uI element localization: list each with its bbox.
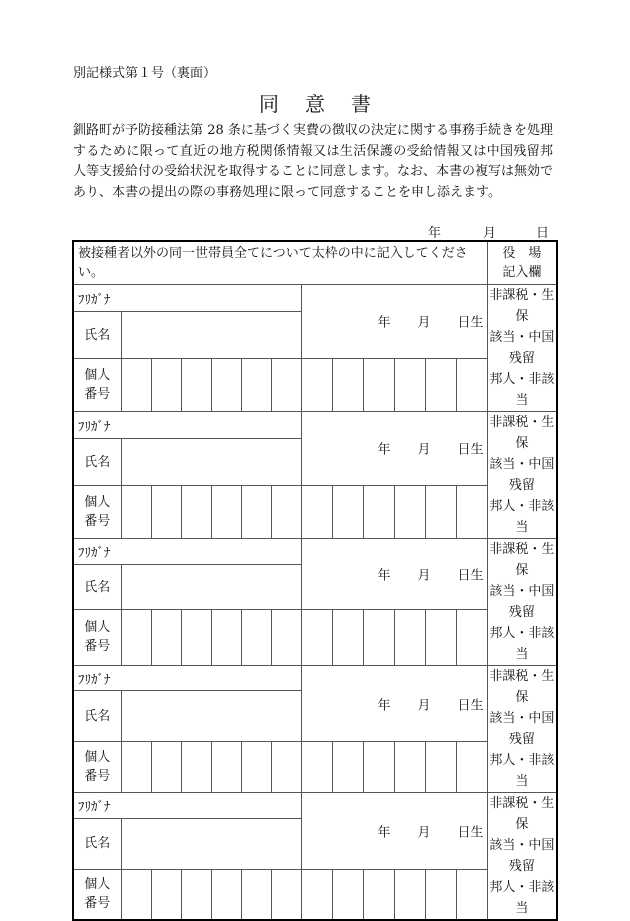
number-digit-box[interactable] [241,485,271,538]
birth-day-label: 日生 [457,442,484,458]
number-digit-box[interactable] [425,485,456,538]
name-field[interactable] [121,312,301,359]
date-month: 月 [483,226,497,241]
number-digit-box[interactable] [425,869,456,920]
number-digit-box[interactable] [425,358,456,411]
number-digit-box[interactable] [121,485,151,538]
number-digit-box[interactable] [301,485,332,538]
furigana-field[interactable] [73,412,301,439]
birth-day-label: 日生 [457,698,484,714]
number-digit-box[interactable] [456,869,487,920]
office-option: 邦人・非該当 [489,372,555,408]
number-digit-box[interactable] [394,609,425,665]
number-digit-box[interactable] [181,742,211,793]
office-option: 邦人・非該当 [489,880,555,916]
furigana-field[interactable] [73,793,301,819]
name-field[interactable] [121,818,301,869]
number-digit-box[interactable] [394,358,425,411]
member-furigana-row [73,285,557,312]
number-digit-box[interactable] [121,869,151,920]
number-digit-box[interactable] [301,742,332,793]
kojin-label-line2: 番号 [84,896,111,912]
number-digit-box[interactable] [332,869,363,920]
number-digit-box[interactable] [211,742,241,793]
number-digit-box[interactable] [332,485,363,538]
number-digit-box[interactable] [456,358,487,411]
member-furigana-row [73,539,557,565]
kojin-label-line2: 番号 [84,386,111,402]
number-digit-box[interactable] [181,609,211,665]
name-label-cell [73,565,121,610]
name-label: 氏名 [84,836,111,851]
number-digit-box[interactable] [456,742,487,793]
office-option: 該当・中国残留 [489,457,555,493]
birth-day-label: 日生 [457,315,484,331]
number-digit-box[interactable] [363,742,394,793]
number-digit-box[interactable] [363,869,394,920]
office-option: 非課税・生保 [489,542,555,578]
office-status-cell[interactable] [487,539,557,666]
number-digit-box[interactable] [332,358,363,411]
kojin-label-line1: 個人 [84,750,111,766]
name-label: 氏名 [84,708,111,724]
birthdate-field[interactable] [301,539,487,610]
number-digit-box[interactable] [121,742,151,793]
office-option: 該当・中国残留 [489,711,555,747]
member-number-row [73,869,557,920]
kojin-label-line2: 番号 [84,769,111,785]
number-digit-box[interactable] [181,485,211,538]
member-number-row [73,485,557,538]
office-option: 非課税・生保 [489,415,555,451]
kojin-label-cell [73,609,121,665]
birth-month-label: 月 [417,442,431,458]
office-header [487,241,557,285]
number-digit-box[interactable] [363,485,394,538]
office-header-line2: 記入欄 [502,265,542,280]
number-digit-box[interactable] [301,869,332,920]
instruction-text: 被接種者以外の同一世帯員全てについて太枠の中に記入してください。 [78,246,468,280]
number-digit-box[interactable] [301,609,332,665]
furigana-field[interactable] [73,285,301,312]
furigana-label: ﾌﾘｶﾞﾅ [78,546,111,562]
office-option: 非課税・生保 [489,796,555,832]
birth-year-label: 年 [377,442,391,458]
member-number-row [73,609,557,665]
office-option: 非課税・生保 [489,288,555,324]
birth-year-label: 年 [377,568,391,584]
birth-year-label: 年 [377,315,391,331]
office-status-cell[interactable] [487,666,557,793]
number-digit-box[interactable] [425,742,456,793]
birthdate-field[interactable] [301,666,487,742]
office-option: 邦人・非該当 [489,626,555,662]
name-label: 氏名 [84,454,111,470]
number-digit-box[interactable] [456,609,487,665]
form-number: 別記様式第１号（裏面） [73,66,217,81]
number-digit-box[interactable] [394,485,425,538]
consent-text: 釧路町が予防接種法第 28 条に基づく実費の徴収の決定に関する事務手続きを処理するために限って直近の地方税関係情報又は生活保護の受給情報又は中国残留邦人等支援給付の受給状況を取得することに同意します。なお、本書の複写は無効であり、本書の提出の際の事務処理に限って同意することを申し添えます。 [73,123,553,200]
kojin-label-cell [73,869,121,920]
office-header-line1: 役 場 [502,246,542,261]
name-field[interactable] [121,691,301,742]
date-year: 年 [428,226,442,241]
birth-month-label: 月 [417,698,431,714]
birth-day-label: 日生 [457,825,484,841]
number-digit-box[interactable] [271,742,301,793]
household-table [72,240,558,921]
number-digit-box[interactable] [394,742,425,793]
birth-day-label: 日生 [457,568,484,584]
number-digit-box[interactable] [271,485,301,538]
office-status-cell[interactable] [487,793,557,921]
furigana-label: ﾌﾘｶﾞﾅ [78,799,111,815]
birthdate-field[interactable] [301,285,487,359]
number-digit-box[interactable] [456,485,487,538]
date-day: 日 [536,226,550,241]
name-field[interactable] [121,565,301,610]
member-furigana-row [73,666,557,691]
instruction-cell [73,241,487,285]
office-status-cell[interactable] [487,285,557,412]
birthdate-field[interactable] [301,412,487,486]
name-field[interactable] [121,439,301,486]
number-digit-box[interactable] [151,485,181,538]
name-label-cell [73,818,121,869]
number-digit-box[interactable] [241,358,271,411]
member-number-row [73,742,557,793]
number-digit-box[interactable] [181,869,211,920]
name-label-cell [73,312,121,359]
member-furigana-row [73,412,557,439]
number-digit-box[interactable] [271,869,301,920]
birth-month-label: 月 [417,315,431,331]
number-digit-box[interactable] [394,869,425,920]
number-digit-box[interactable] [211,869,241,920]
number-digit-box[interactable] [121,358,151,411]
number-digit-box[interactable] [425,609,456,665]
name-label: 氏名 [84,327,111,343]
document-title: 同意書 [259,92,397,116]
kojin-label-line1: 個人 [84,877,111,893]
number-digit-box[interactable] [151,609,181,665]
number-digit-box[interactable] [332,742,363,793]
furigana-label: ﾌﾘｶﾞﾅ [78,419,111,435]
number-digit-box[interactable] [241,742,271,793]
number-digit-box[interactable] [363,358,394,411]
number-digit-box[interactable] [211,485,241,538]
member-furigana-row [73,793,557,819]
kojin-label-line1: 個人 [84,367,111,383]
birth-year-label: 年 [377,698,391,714]
birth-month-label: 月 [417,825,431,841]
furigana-label: ﾌﾘｶﾞﾅ [78,292,111,308]
number-digit-box[interactable] [271,609,301,665]
office-option: 邦人・非該当 [489,499,555,535]
number-digit-box[interactable] [121,609,151,665]
office-option: 邦人・非該当 [489,753,555,789]
number-digit-box[interactable] [241,869,271,920]
office-option: 非課税・生保 [489,669,555,705]
birth-month-label: 月 [417,568,431,584]
number-digit-box[interactable] [181,358,211,411]
office-option: 該当・中国残留 [489,330,555,366]
kojin-label-line1: 個人 [84,620,111,636]
office-option: 該当・中国残留 [489,584,555,620]
number-digit-box[interactable] [151,358,181,411]
number-digit-box[interactable] [151,742,181,793]
number-digit-box[interactable] [301,358,332,411]
number-digit-box[interactable] [241,609,271,665]
name-label-cell [73,691,121,742]
office-option: 該当・中国残留 [489,838,555,874]
name-label: 氏名 [84,579,111,595]
member-number-row [73,358,557,411]
number-digit-box[interactable] [332,609,363,665]
number-digit-box[interactable] [211,358,241,411]
number-digit-box[interactable] [271,358,301,411]
furigana-field[interactable] [73,666,301,691]
number-digit-box[interactable] [211,609,241,665]
kojin-label-cell [73,742,121,793]
name-label-cell [73,439,121,486]
kojin-label-cell [73,485,121,538]
kojin-label-line2: 番号 [84,639,111,655]
furigana-label: ﾌﾘｶﾞﾅ [78,672,111,688]
kojin-label-line2: 番号 [84,513,111,529]
office-status-cell[interactable] [487,412,557,539]
kojin-label-line1: 個人 [84,494,111,510]
furigana-field[interactable] [73,539,301,565]
number-digit-box[interactable] [151,869,181,920]
kojin-label-cell [73,358,121,411]
birth-year-label: 年 [377,825,391,841]
birthdate-field[interactable] [301,793,487,870]
number-digit-box[interactable] [363,609,394,665]
